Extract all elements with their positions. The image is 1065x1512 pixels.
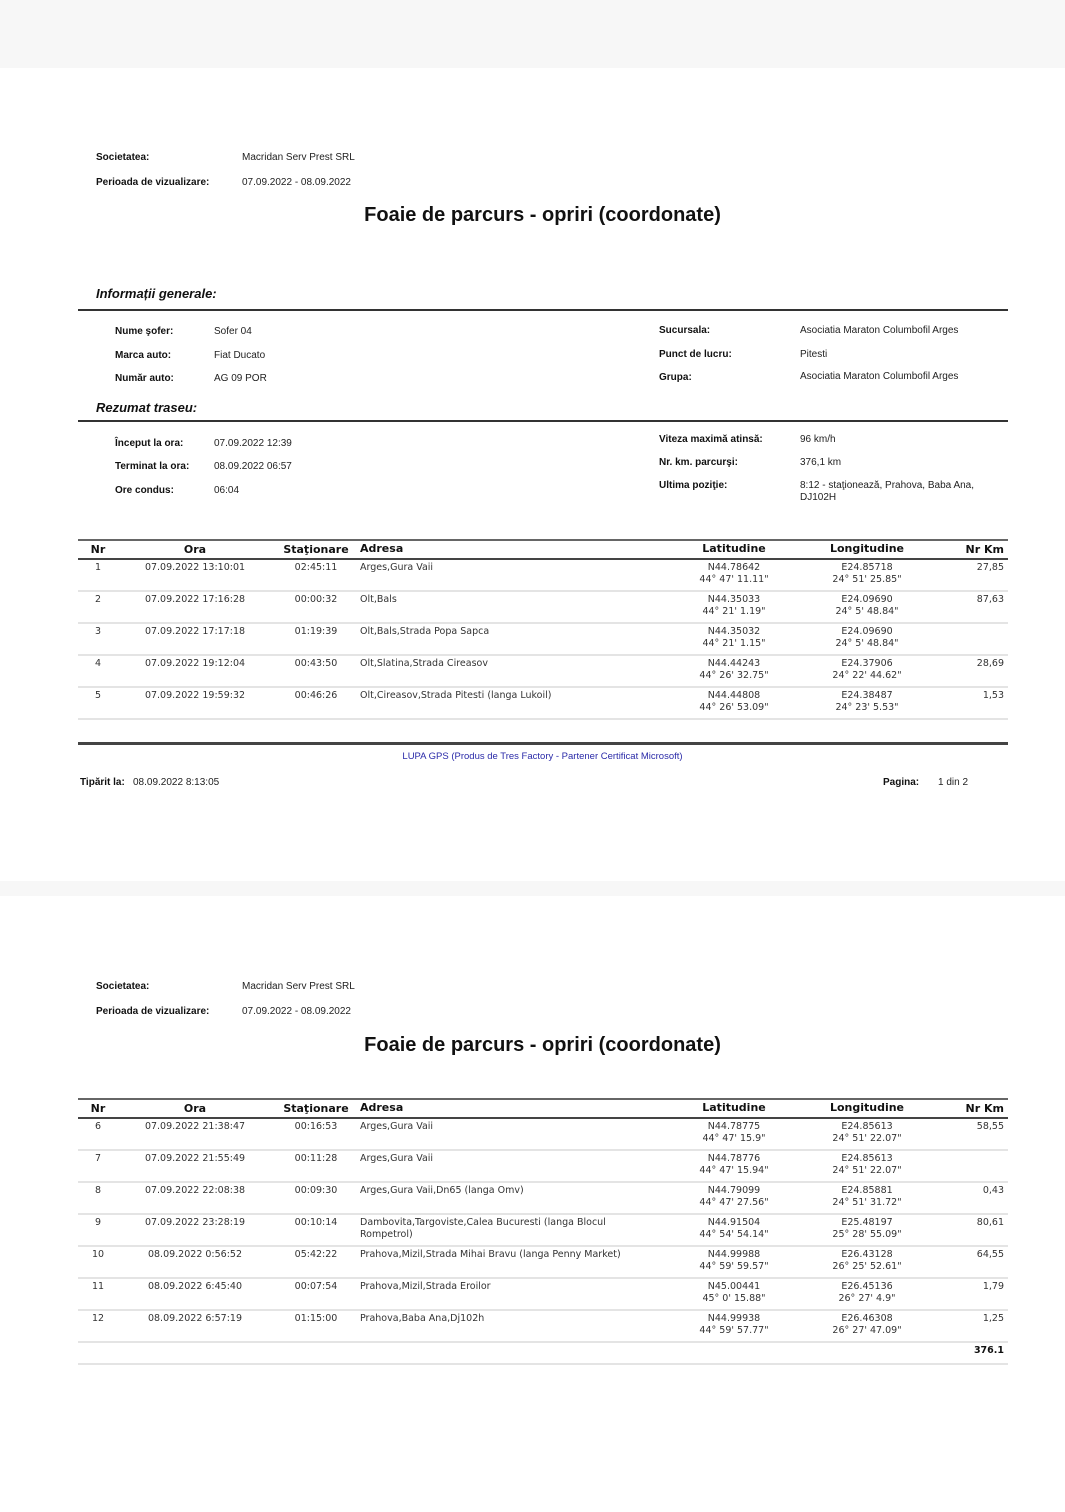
row-longitude-decimal: E26.46308 bbox=[841, 1313, 893, 1324]
vehicle-make-label: Marca auto: bbox=[115, 350, 172, 361]
row-latitude-decimal: N44.78776 bbox=[707, 1153, 761, 1164]
row-latitude-dms: 44° 47' 15.9" bbox=[702, 1133, 766, 1144]
row-stop-duration: 00:16:53 bbox=[294, 1121, 338, 1132]
row-latitude bbox=[678, 1153, 790, 1177]
row-time: 07.09.2022 22:08:38 bbox=[144, 1185, 246, 1196]
general-info-heading: Informații generale: bbox=[96, 286, 217, 301]
row-address: Olt,Bals bbox=[360, 594, 397, 605]
last-position-label: Ultima poziţie: bbox=[659, 480, 728, 491]
row-longitude-decimal: E24.85881 bbox=[841, 1185, 893, 1196]
row-longitude bbox=[808, 1217, 926, 1241]
row-latitude bbox=[678, 562, 790, 586]
row-time: 07.09.2022 13:10:01 bbox=[144, 562, 246, 573]
row-longitude-dms: 24° 51' 31.72" bbox=[832, 1197, 902, 1208]
row-address: Olt,Slatina,Strada Cireasov bbox=[360, 658, 488, 669]
row-longitude-dms: 24° 23' 5.53" bbox=[835, 702, 899, 713]
driver-value: Sofer 04 bbox=[214, 326, 252, 337]
table-row bbox=[78, 688, 1008, 720]
row-longitude-dms: 24° 51' 22.07" bbox=[832, 1165, 902, 1176]
table-row bbox=[78, 592, 1008, 624]
row-address: Dambovita,Targoviste,Calea Bucuresti (langa Blocul Rompetrol) bbox=[360, 1217, 606, 1240]
page-label: Pagina: bbox=[883, 777, 920, 788]
end-time-value: 08.09.2022 06:57 bbox=[214, 461, 292, 472]
period-label: Perioada de vizualizare: bbox=[96, 177, 210, 188]
row-latitude bbox=[678, 1121, 790, 1145]
row-longitude-dms: 26° 25' 52.61" bbox=[832, 1261, 902, 1272]
row-latitude-dms: 44° 47' 11.11" bbox=[699, 574, 769, 585]
workpoint-label: Punct de lucru: bbox=[659, 349, 732, 360]
row-address: Olt,Cireasov,Strada Pitesti (langa Lukoil) bbox=[360, 690, 552, 701]
row-latitude bbox=[678, 594, 790, 618]
company-value: Macridan Serv Prest SRL bbox=[242, 981, 355, 992]
row-latitude-decimal: N44.44808 bbox=[707, 690, 761, 701]
row-stop-duration: 00:11:28 bbox=[294, 1153, 338, 1164]
row-longitude-decimal: E24.37906 bbox=[841, 658, 893, 669]
row-longitude bbox=[808, 562, 926, 586]
period-value: 07.09.2022 - 08.09.2022 bbox=[242, 1006, 351, 1017]
row-address: Arges,Gura Vaii,Dn65 (langa Omv) bbox=[360, 1185, 524, 1196]
group-value: Asociatia Maraton Columbofil Arges bbox=[800, 371, 959, 382]
row-latitude-dms: 44° 54' 54.14" bbox=[699, 1229, 769, 1240]
plate-label: Număr auto: bbox=[115, 373, 174, 384]
row-nr: 5 bbox=[94, 690, 102, 701]
row-km: 1,25 bbox=[982, 1313, 1004, 1324]
row-address: Arges,Gura Vaii bbox=[360, 1153, 434, 1164]
company-value: Macridan Serv Prest SRL bbox=[242, 152, 355, 163]
row-latitude-dms: 44° 26' 53.09" bbox=[699, 702, 769, 713]
driver-label: Nume şofer: bbox=[115, 326, 174, 337]
stops-table bbox=[78, 539, 1008, 720]
row-address: Arges,Gura Vaii bbox=[360, 1121, 434, 1132]
row-nr: 4 bbox=[94, 658, 102, 669]
branch-value: Asociatia Maraton Columbofil Arges bbox=[800, 325, 959, 336]
branch-label: Sucursala: bbox=[659, 325, 711, 336]
table-row bbox=[78, 624, 1008, 656]
table-row bbox=[78, 1247, 1008, 1279]
table-row bbox=[78, 1215, 1008, 1247]
row-latitude-decimal: N44.99938 bbox=[707, 1313, 761, 1324]
row-latitude-decimal: N44.78642 bbox=[707, 562, 761, 573]
col-ora: Ora bbox=[183, 1102, 207, 1115]
col-adresa: Adresa bbox=[360, 1101, 404, 1114]
table-row bbox=[78, 1311, 1008, 1343]
row-latitude bbox=[678, 1185, 790, 1209]
row-time: 07.09.2022 19:12:04 bbox=[144, 658, 246, 669]
row-longitude-dms: 24° 5' 48.84" bbox=[835, 638, 899, 649]
row-longitude bbox=[808, 1121, 926, 1145]
workpoint-value: Pitesti bbox=[800, 349, 828, 360]
col-longitudine: Longitudine bbox=[829, 1101, 905, 1114]
row-latitude-decimal: N44.91504 bbox=[707, 1217, 761, 1228]
row-km: 87,63 bbox=[976, 594, 1004, 605]
max-speed-value: 96 km/h bbox=[800, 434, 836, 445]
row-longitude bbox=[808, 1313, 926, 1337]
report-title: Foaie de parcurs - opriri (coordonate) bbox=[364, 1034, 721, 1056]
row-latitude-dms: 44° 47' 15.94" bbox=[699, 1165, 769, 1176]
table-header bbox=[78, 1098, 1008, 1119]
row-latitude-dms: 44° 59' 57.77" bbox=[699, 1325, 769, 1336]
table-body bbox=[78, 560, 1008, 720]
divider bbox=[78, 420, 1008, 422]
row-time: 07.09.2022 19:59:32 bbox=[144, 690, 246, 701]
row-stop-duration: 00:43:50 bbox=[294, 658, 338, 669]
report-page-1 bbox=[0, 68, 1065, 881]
col-stationare: Staţionare bbox=[283, 543, 349, 556]
col-latitudine: Latitudine bbox=[702, 1101, 766, 1114]
table-row bbox=[78, 1151, 1008, 1183]
row-nr: 1 bbox=[94, 562, 102, 573]
row-longitude-decimal: E24.09690 bbox=[841, 626, 893, 637]
row-latitude bbox=[678, 1281, 790, 1305]
table-header bbox=[78, 539, 1008, 560]
page-separator bbox=[0, 881, 1065, 896]
row-latitude-decimal: N44.44243 bbox=[707, 658, 761, 669]
row-longitude-decimal: E24.09690 bbox=[841, 594, 893, 605]
row-latitude-decimal: N44.35032 bbox=[707, 626, 761, 637]
group-label: Grupa: bbox=[659, 372, 692, 383]
col-nr-km: Nr Km bbox=[965, 543, 1004, 556]
end-time-label: Terminat la ora: bbox=[115, 461, 190, 472]
row-longitude-decimal: E24.85613 bbox=[841, 1153, 893, 1164]
vehicle-make-value: Fiat Ducato bbox=[214, 350, 266, 361]
row-longitude-decimal: E24.85718 bbox=[841, 562, 893, 573]
stops-table bbox=[78, 1098, 1008, 1365]
row-km: 27,85 bbox=[976, 562, 1004, 573]
row-latitude-dms: 44° 59' 59.57" bbox=[699, 1261, 769, 1272]
table-row bbox=[78, 656, 1008, 688]
row-longitude-decimal: E26.45136 bbox=[841, 1281, 893, 1292]
row-latitude bbox=[678, 626, 790, 650]
viewer-top-bar bbox=[0, 0, 1065, 68]
row-longitude-dms: 25° 28' 55.09" bbox=[832, 1229, 902, 1240]
report-title: Foaie de parcurs - opriri (coordonate) bbox=[364, 204, 721, 226]
footer-divider bbox=[78, 742, 1008, 745]
row-latitude-dms: 44° 47' 27.56" bbox=[699, 1197, 769, 1208]
last-position-value: 8:12 - staţionează, Prahova, Baba Ana, DJ102H bbox=[800, 480, 975, 503]
row-address: Arges,Gura Vaii bbox=[360, 562, 434, 573]
start-time-label: Început la ora: bbox=[115, 438, 184, 449]
row-longitude-decimal: E26.43128 bbox=[841, 1249, 893, 1260]
table-row bbox=[78, 1119, 1008, 1151]
row-longitude-dms: 24° 51' 22.07" bbox=[832, 1133, 902, 1144]
row-address: Prahova,Baba Ana,Dj102h bbox=[360, 1313, 485, 1324]
row-longitude-decimal: E24.85613 bbox=[841, 1121, 893, 1132]
row-address: Olt,Bals,Strada Popa Sapca bbox=[360, 626, 490, 637]
row-longitude bbox=[808, 1281, 926, 1305]
row-nr: 10 bbox=[91, 1249, 105, 1260]
total-km-value: 376,1 km bbox=[800, 457, 842, 468]
row-latitude-decimal: N44.78775 bbox=[707, 1121, 761, 1132]
row-stop-duration: 01:15:00 bbox=[294, 1313, 338, 1324]
period-label: Perioada de vizualizare: bbox=[96, 1006, 210, 1017]
max-speed-label: Viteza maximă atinsă: bbox=[659, 434, 763, 445]
row-stop-duration: 00:07:54 bbox=[294, 1281, 338, 1292]
row-longitude-dms: 24° 5' 48.84" bbox=[835, 606, 899, 617]
row-latitude bbox=[678, 1249, 790, 1273]
table-row bbox=[78, 1279, 1008, 1311]
row-nr: 9 bbox=[94, 1217, 102, 1228]
row-km: 0,43 bbox=[982, 1185, 1004, 1196]
col-ora: Ora bbox=[183, 543, 207, 556]
row-latitude-decimal: N44.79099 bbox=[707, 1185, 761, 1196]
report-page-2 bbox=[0, 896, 1065, 1512]
row-time: 08.09.2022 6:57:19 bbox=[147, 1313, 243, 1324]
row-time: 07.09.2022 17:16:28 bbox=[144, 594, 246, 605]
table-row bbox=[78, 1183, 1008, 1215]
page-number: 1 din 2 bbox=[938, 777, 969, 788]
row-nr: 12 bbox=[91, 1313, 105, 1324]
printed-value: 08.09.2022 8:13:05 bbox=[133, 777, 220, 788]
row-longitude bbox=[808, 690, 926, 714]
col-nr: Nr bbox=[90, 543, 106, 556]
col-latitudine: Latitudine bbox=[702, 542, 766, 555]
row-stop-duration: 00:00:32 bbox=[294, 594, 338, 605]
row-longitude-dms: 24° 51' 25.85" bbox=[832, 574, 902, 585]
table-body bbox=[78, 1119, 1008, 1343]
total-row bbox=[78, 1343, 1008, 1365]
row-time: 07.09.2022 21:38:47 bbox=[144, 1121, 246, 1132]
driving-hours-label: Ore condus: bbox=[115, 485, 174, 496]
row-km: 1,79 bbox=[982, 1281, 1004, 1292]
row-latitude bbox=[678, 690, 790, 714]
company-label: Societatea: bbox=[96, 981, 150, 992]
row-stop-duration: 05:42:22 bbox=[294, 1249, 338, 1260]
row-latitude-decimal: N44.35033 bbox=[707, 594, 761, 605]
row-nr: 6 bbox=[94, 1121, 102, 1132]
row-longitude bbox=[808, 1185, 926, 1209]
row-address: Prahova,Mizil,Strada Mihai Bravu (langa Penny Market) bbox=[360, 1249, 621, 1260]
row-time: 07.09.2022 21:55:49 bbox=[144, 1153, 246, 1164]
total-km-label: Nr. km. parcurşi: bbox=[659, 457, 738, 468]
row-longitude bbox=[808, 1153, 926, 1177]
row-time: 08.09.2022 6:45:40 bbox=[147, 1281, 243, 1292]
row-longitude bbox=[808, 626, 926, 650]
row-km: 58,55 bbox=[976, 1121, 1004, 1132]
row-stop-duration: 02:45:11 bbox=[294, 562, 338, 573]
total-km: 376.1 bbox=[973, 1345, 1004, 1356]
row-km: 80,61 bbox=[976, 1217, 1004, 1228]
row-longitude bbox=[808, 594, 926, 618]
row-stop-duration: 00:09:30 bbox=[294, 1185, 338, 1196]
col-adresa: Adresa bbox=[360, 542, 404, 555]
route-summary-heading: Rezumat traseu: bbox=[96, 400, 198, 415]
row-longitude bbox=[808, 658, 926, 682]
row-time: 08.09.2022 0:56:52 bbox=[147, 1249, 243, 1260]
driving-hours-value: 06:04 bbox=[214, 485, 240, 496]
row-longitude-dms: 24° 22' 44.62" bbox=[832, 670, 902, 681]
company-label: Societatea: bbox=[96, 152, 150, 163]
col-longitudine: Longitudine bbox=[829, 542, 905, 555]
row-longitude-dms: 26° 27' 4.9" bbox=[838, 1293, 896, 1304]
row-latitude bbox=[678, 658, 790, 682]
table-row bbox=[78, 560, 1008, 592]
period-value: 07.09.2022 - 08.09.2022 bbox=[242, 177, 351, 188]
plate-value: AG 09 POR bbox=[214, 373, 267, 384]
row-latitude-dms: 45° 0' 15.88" bbox=[702, 1293, 766, 1304]
row-longitude-decimal: E25.48197 bbox=[841, 1217, 893, 1228]
row-km: 28,69 bbox=[976, 658, 1004, 669]
start-time-value: 07.09.2022 12:39 bbox=[214, 438, 292, 449]
row-nr: 2 bbox=[94, 594, 102, 605]
row-km: 1,53 bbox=[982, 690, 1004, 701]
row-longitude-decimal: E24.38487 bbox=[841, 690, 893, 701]
row-address: Prahova,Mizil,Strada Eroilor bbox=[360, 1281, 491, 1292]
row-latitude-decimal: N45.00441 bbox=[707, 1281, 761, 1292]
row-stop-duration: 00:10:14 bbox=[294, 1217, 338, 1228]
row-latitude bbox=[678, 1313, 790, 1337]
row-stop-duration: 01:19:39 bbox=[294, 626, 338, 637]
row-latitude-dms: 44° 26' 32.75" bbox=[699, 670, 769, 681]
row-time: 07.09.2022 17:17:18 bbox=[144, 626, 246, 637]
row-latitude-dms: 44° 21' 1.19" bbox=[702, 606, 766, 617]
row-longitude bbox=[808, 1249, 926, 1273]
row-nr: 7 bbox=[94, 1153, 102, 1164]
row-time: 07.09.2022 23:28:19 bbox=[144, 1217, 246, 1228]
printed-label: Tipărit la: bbox=[80, 777, 125, 788]
divider bbox=[78, 309, 1008, 311]
col-nr-km: Nr Km bbox=[965, 1102, 1004, 1115]
row-nr: 8 bbox=[94, 1185, 102, 1196]
row-latitude-dms: 44° 21' 1.15" bbox=[702, 638, 766, 649]
row-longitude-dms: 26° 27' 47.09" bbox=[832, 1325, 902, 1336]
col-nr: Nr bbox=[90, 1102, 106, 1115]
col-stationare: Staţionare bbox=[283, 1102, 349, 1115]
row-stop-duration: 00:46:26 bbox=[294, 690, 338, 701]
row-latitude-decimal: N44.99988 bbox=[707, 1249, 761, 1260]
row-latitude bbox=[678, 1217, 790, 1241]
credit-link[interactable]: LUPA GPS (Produs de Tres Factory - Partener Certificat Microsoft) bbox=[402, 751, 683, 762]
row-nr: 3 bbox=[94, 626, 102, 637]
row-nr: 11 bbox=[91, 1281, 105, 1292]
row-km: 64,55 bbox=[976, 1249, 1004, 1260]
